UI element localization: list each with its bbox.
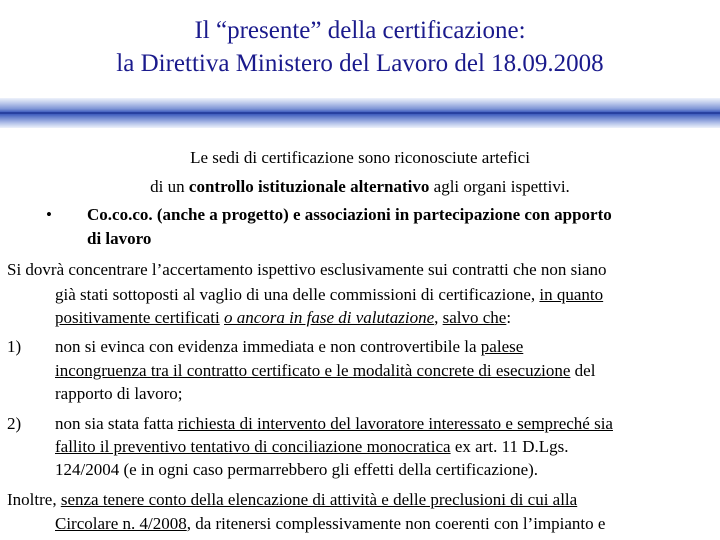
item1-text: non si evinca con evidenza immediata e non controvertibile la — [55, 337, 481, 356]
para2-underlined-text: senza tenere conto della elencazione di attività e delle preclusioni di cui alla — [60, 490, 578, 509]
intro-text: di un — [150, 177, 189, 196]
item2-line-1 — [55, 413, 613, 436]
para1-italic-underlined-text: o ancora in fase di valutazione — [224, 308, 435, 327]
para1-comma: , — [434, 308, 443, 327]
para1-underlined-text: in quanto — [539, 285, 604, 304]
bullet-line-2: di lavoro — [87, 229, 152, 248]
para2-underlined-text-2: Circolare n. 4/2008 — [55, 514, 187, 533]
item2-underlined-text-2: fallito il preventivo tentativo di conciliazione monocratica — [55, 437, 451, 456]
item2-number: 2) — [7, 414, 22, 433]
intro-text-end: agli organi ispettivi. — [429, 177, 570, 196]
para2-line-2 — [55, 513, 605, 536]
bullet-marker: • — [46, 205, 52, 224]
title-line-2: la Direttiva Ministero del Lavoro del 18.09.2008 — [116, 50, 604, 77]
item1-text-2: del — [570, 361, 596, 380]
item2-line-2 — [55, 436, 568, 459]
item2-line-3: 124/2004 (e in ogni caso permarrebbero gli effetti della certificazione). — [55, 460, 539, 479]
para1-text: già stati sottoposti al vaglio di una delle commissioni di certificazione, — [55, 285, 540, 304]
intro-line-2 — [0, 176, 720, 199]
para2-text-2: , da ritenersi complessivamente non coerenti con l’impianto e — [186, 514, 606, 533]
title-divider-line — [0, 112, 720, 114]
bullet-line-1: Co.co.co. (anche a progetto) e associazioni in partecipazione con apporto — [87, 205, 612, 224]
para2-text: Inoltre, — [7, 490, 61, 509]
item1-underlined-text-2: incongruenza tra il contratto certificato e le modalità concrete di esecuzione — [55, 361, 571, 380]
title-line-1: Il “presente” della certificazione: — [194, 17, 526, 44]
slide-title — [0, 14, 720, 80]
para1-underlined-text-3: salvo che — [442, 308, 507, 327]
intro-bold-text: controllo istituzionale alternativo — [188, 177, 430, 196]
para1-line-2 — [55, 284, 603, 307]
item1-line-2 — [55, 360, 595, 383]
item1-number: 1) — [7, 337, 22, 356]
item2-text-2: ex art. 11 D.Lgs. — [450, 437, 569, 456]
item1-line-3: rapporto di lavoro; — [55, 384, 183, 403]
para1-line-1: Si dovrà concentrare l’accertamento ispettivo esclusivamente sui contratti che non siano — [7, 260, 607, 279]
para2-line-1 — [7, 489, 577, 512]
item1-underlined-text: palese — [480, 337, 524, 356]
intro-line-1: Le sedi di certificazione sono riconosciute artefici — [190, 148, 530, 167]
item1-line-1 — [55, 336, 523, 359]
para1-colon: : — [506, 308, 512, 327]
item2-text: non sia stata fatta — [55, 414, 178, 433]
item2-underlined-text: richiesta di intervento del lavoratore interessato e sempreché sia — [177, 414, 613, 433]
para1-line-3 — [55, 307, 511, 330]
para1-underlined-text-2: positivamente certificati — [55, 308, 220, 327]
